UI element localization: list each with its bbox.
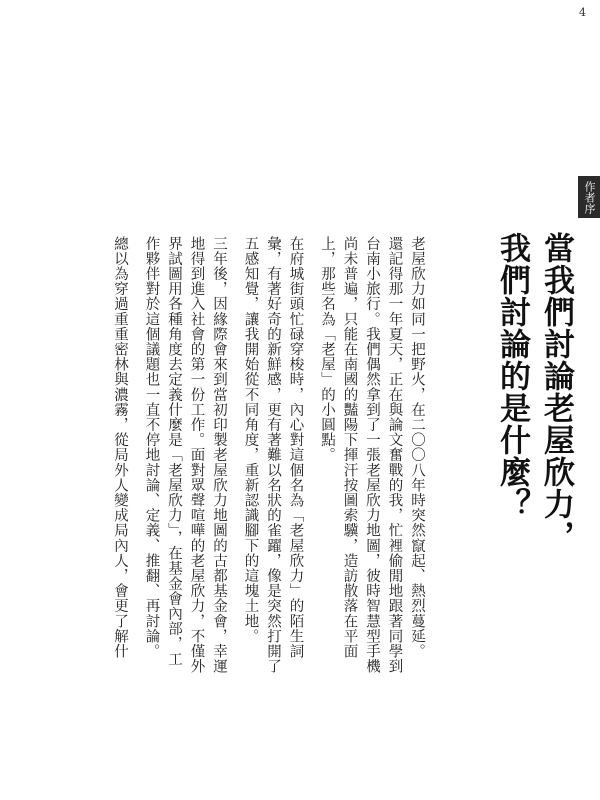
chapter-title-line-2: 我們討論的是什麼？ <box>494 232 530 520</box>
body-text <box>100 236 429 681</box>
section-tab: 作者序 <box>578 176 600 218</box>
paragraph: 在府城街頭忙碌穿梭時，內心對這個名為「老屋欣力」的陌生詞彙，有著好奇的新鮮感，更有著難以名狀的雀躍，像是突然打開了五感知覺，讓我開始從不同角度，重新認識腳下的這塊土地。 <box>242 236 304 674</box>
paragraph: 總以為穿過重重密林與濃霧，從局外人變成局內人，會更了解什 <box>112 236 128 659</box>
paragraph: 還記得那一年夏天，正在與論文奮戰的我，忙裡偷閒地跟著同學到台南小旅行。我們偶然拿到了一張老屋欣力地圖，彼時智慧型手機尚未普遍，只能在南國的豔陽下揮汗按圖索驥，造訪散落在平面上，那些名為「老屋」的小圓點。 <box>319 236 403 674</box>
paragraph: 三年後，因緣際會來到當初印製老屋欣力地圖的古都基金會，幸運地得到進入社會的第一份工作。面對眾聲喧嘩的老屋欣力，不僅外界試圖用各種角度去定義什麼是「老屋欣力」，在基金會內部，工作夥伴對於這個議題也一直不停地討論、定義、推翻、再討論。 <box>143 236 227 674</box>
chapter-title <box>490 232 578 552</box>
paragraph: 老屋欣力如同一把野火，在二〇〇八年時突然竄起、熱烈蔓延。 <box>409 236 425 659</box>
chapter-title-line-1: 當我們討論老屋欣力， <box>538 232 574 552</box>
page-number: 4 <box>579 6 586 19</box>
